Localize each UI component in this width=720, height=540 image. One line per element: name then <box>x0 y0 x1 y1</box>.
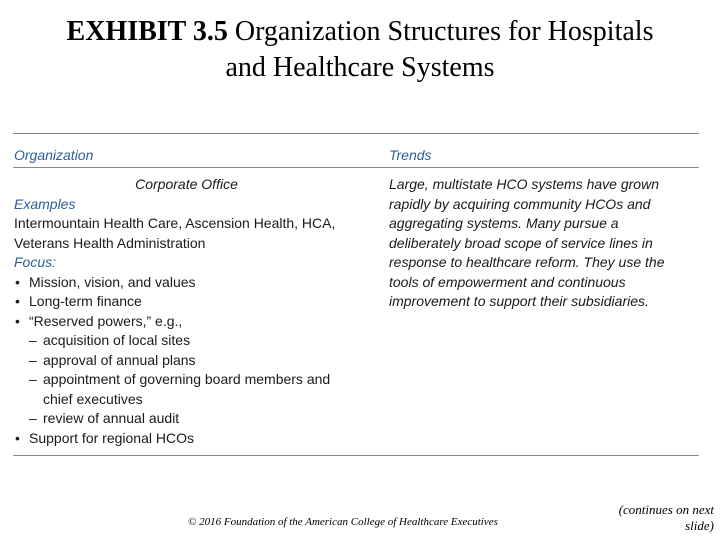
reserved-power-item: – review of annual audit <box>14 409 359 429</box>
organization-header: Organization <box>14 147 94 163</box>
copyright-footer: © 2016 Foundation of the American College of Healthcare Executives <box>188 516 498 528</box>
focus-bullet: • Mission, vision, and values <box>14 273 359 293</box>
reserved-power-item: – appointment of governing board members and chief executives <box>14 370 359 409</box>
focus-bullet: • Support for regional HCOs <box>14 429 359 449</box>
focus-label: Focus: <box>14 254 57 270</box>
corporate-office-label: Corporate Office <box>135 176 238 192</box>
trends-header: Trends <box>389 147 432 163</box>
examples-label: Examples <box>14 195 76 212</box>
focus-bullet: • “Reserved powers,” e.g., <box>14 312 359 332</box>
top-rule <box>13 133 699 134</box>
header-rule <box>13 167 699 168</box>
trends-text: Large, multistate HCO systems have grown rapidly by acquiring community HCOs and aggregating systems. Many pursue a deliberately broad scope of service lines in response to healthcare reform. They use the tools of empowerment and continuous improvement to support their subsidiaries. <box>389 176 665 309</box>
reserved-power-item: – acquisition of local sites <box>14 331 359 351</box>
continues-note: (continues on next slide) <box>618 502 714 533</box>
focus-bullet: • Long-term finance <box>14 292 359 312</box>
bottom-rule <box>13 455 699 456</box>
slide-title <box>20 14 700 86</box>
title-line-1: Organization Structures for Hospitals <box>234 16 654 47</box>
title-line-2: and Healthcare Systems <box>225 52 495 83</box>
reserved-power-item: – approval of annual plans <box>14 351 359 371</box>
examples-text: Intermountain Health Care, Ascension Health, HCA, Veterans Health Administration <box>14 215 336 251</box>
exhibit-number: EXHIBIT 3.5 <box>66 16 228 47</box>
organization-column <box>14 175 359 448</box>
